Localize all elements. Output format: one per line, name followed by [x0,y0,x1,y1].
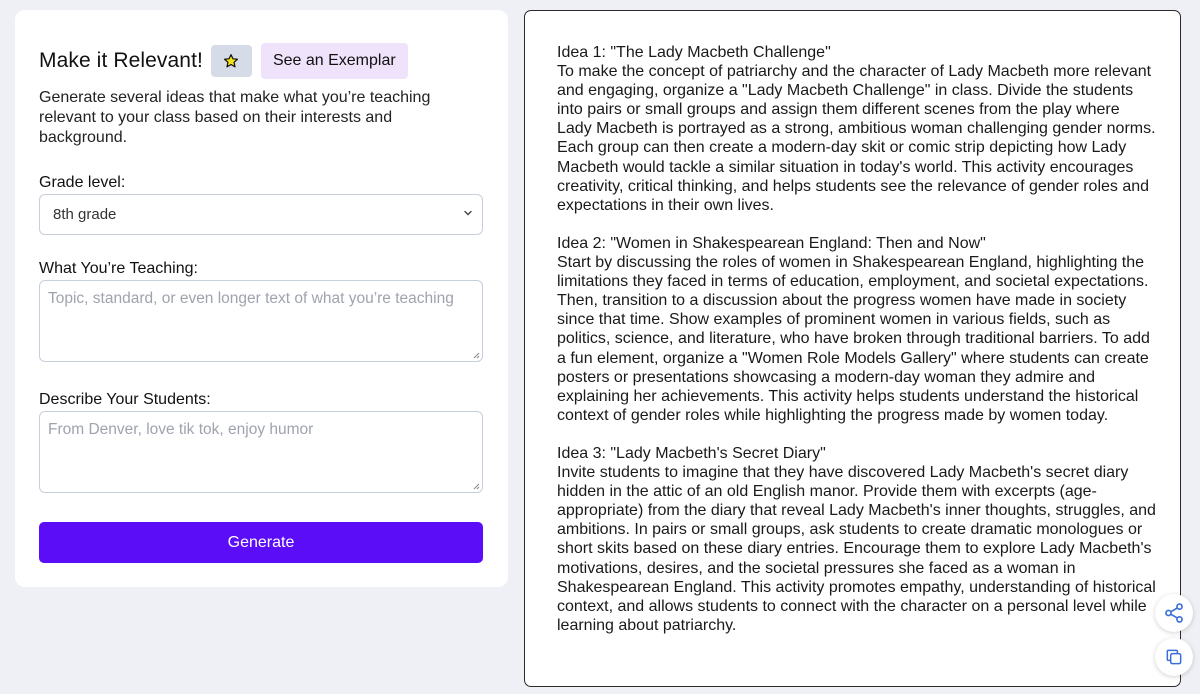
resize-handle-icon[interactable] [472,482,480,490]
output-panel [524,10,1181,687]
teaching-placeholder: Topic, standard, or even longer text of what you’re teaching [48,290,454,307]
page-title: Make it Relevant! [39,48,203,72]
teaching-label: What You’re Teaching: [39,260,198,277]
generated-ideas-text: Idea 1: "The Lady Macbeth Challenge" To make the concept of patriarchy and the character of Lady Macbeth more relevant and engaging, organize a "Lady Macbeth Challenge" in class. Divide the students into pairs or small groups and assign them different scenes from the play where Lady Macbeth is portrayed as a strong, ambitious woman challenging gender norms. Each group can then create a modern-day skit or comic strip depicting how Lady Macbeth would tackle a similar situation in today's world. This activity encourages creativity, critical thinking, and helps students see the relevance of gender roles and expectations in their own lives. Idea 2: "Women in Shakespearean England: Then and Now" Start by discussing the roles of women in Shakespearean England, highlighting the limitations they faced in terms of education, employment, and societal expectations. Then, transition to a discussion about the progress women have made in society since that time. Show examples of prominent women in various fields, such as politics, science, and literature, who have broken through traditional barriers. To add a fun element, organize a "Women Role Models Gallery" where students can create posters or presentations showcasing a modern-day woman they admire and explaining her achievements. This activity helps students understand the historical context of gender roles while highlighting the progress made by women today. Idea 3: "Lady Macbeth's Secret Diary" Invite students to imagine that they have discovered Lady Macbeth's secret diary hidden in the attic of an old English manor. Provide them with excerpts (age-appropriate) from the diary that reveal Lady Macbeth's inner thoughts, struggles, and ambitions. In pairs or small groups, ask students to create dramatic monologues or short skits based on these diary entries. Encourage them to explore Lady Macbeth's motivations, desires, and the societal pressures she faced as a woman in Shakespearean England. This activity promotes empathy, understanding of historical context, and allows students to connect with the character on a personal level while learning about patriarchy. [557,44,1156,634]
generate-button[interactable]: Generate [39,522,483,563]
grade-level-select[interactable] [39,194,483,235]
tool-form-panel [15,10,508,587]
grade-level-label: Grade level: [39,174,126,191]
share-button[interactable] [1155,594,1193,632]
star-icon [223,53,239,69]
copy-icon [1164,647,1184,667]
students-placeholder: From Denver, love tik tok, enjoy humor [48,421,314,438]
copy-button[interactable] [1155,638,1193,676]
grade-level-value: 8th grade [53,206,117,223]
see-exemplar-button[interactable]: See an Exemplar [261,43,408,79]
chevron-down-icon [462,207,474,219]
students-input[interactable] [39,411,483,493]
students-label: Describe Your Students: [39,391,211,408]
tool-description: Generate several ideas that make what you’re teaching relevant to your class based on their interests and background. [39,89,431,146]
favorite-button[interactable] [211,45,252,77]
share-icon [1163,602,1185,624]
title-row [39,43,408,78]
teaching-input[interactable] [39,280,483,362]
resize-handle-icon[interactable] [472,351,480,359]
